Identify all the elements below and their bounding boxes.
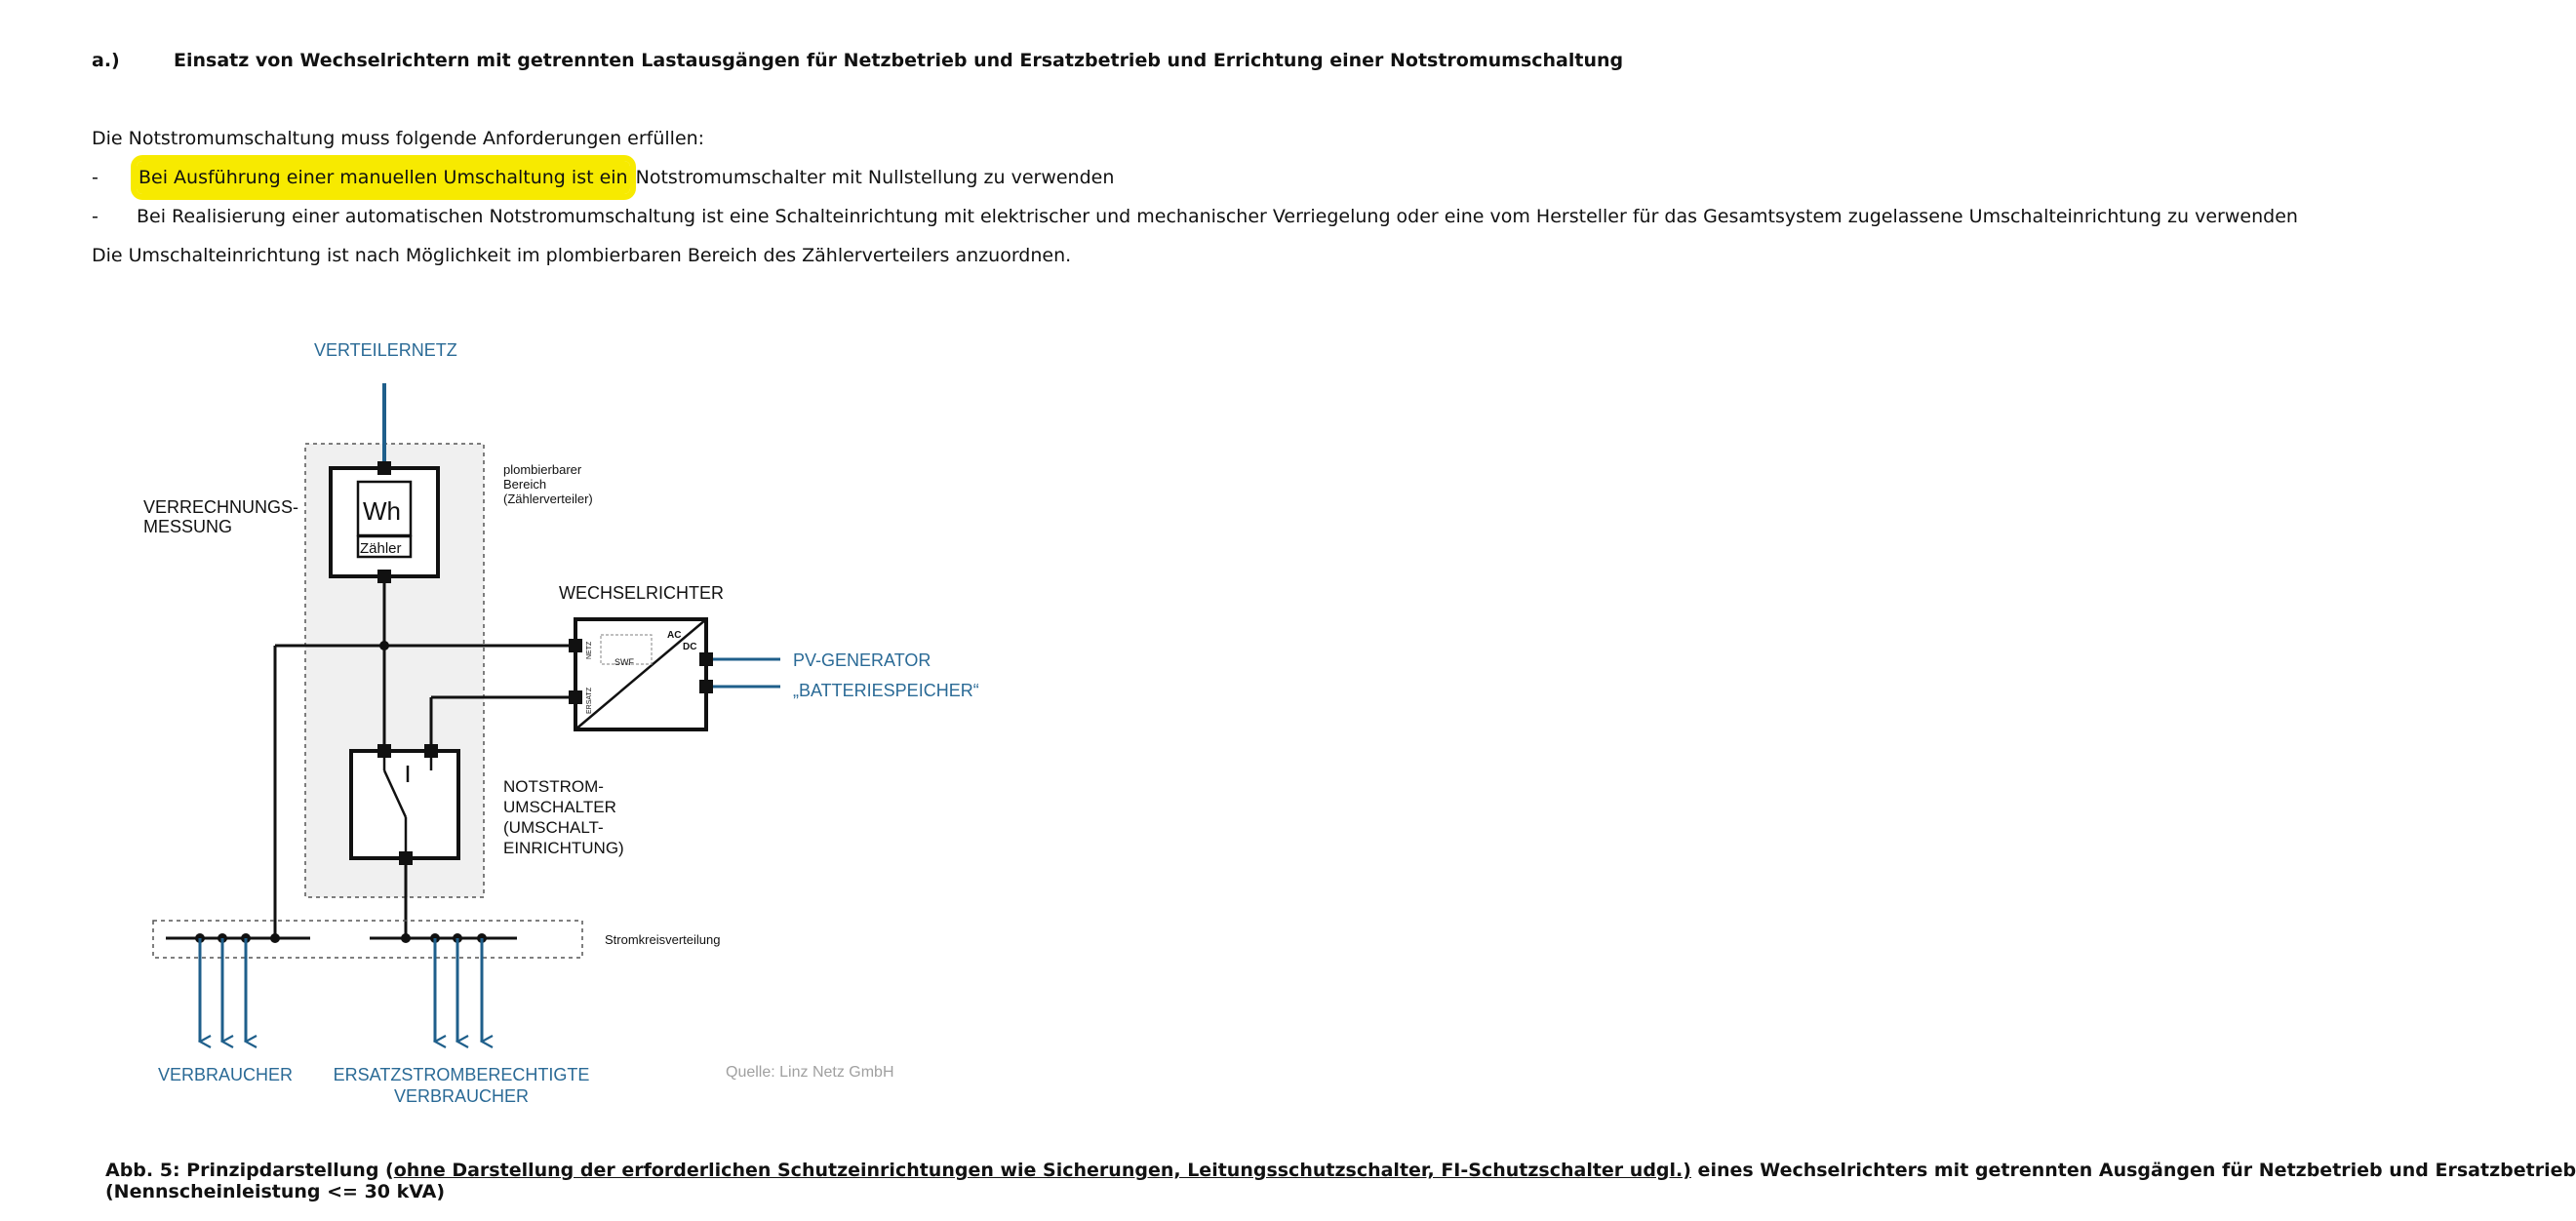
closing-text: Die Umschalteinrichtung ist nach Möglichkeit im plombierbaren Bereich des Zählerverteilers anzuordnen. [92,245,1072,266]
bullet-dash: - [92,206,99,227]
inverter-ersatz-terminal [569,690,582,704]
label-notstrom: EINRICHTUNG) [503,839,624,857]
label-ac: AC [667,630,682,641]
label-pv-generator: PV-GENERATOR [793,650,931,670]
caption-prefix: Abb. 5: Prinzipdarstellung ( [105,1160,394,1181]
junction-dot [379,641,389,650]
inverter-netz-terminal [569,639,582,652]
section-title: Einsatz von Wechselrichtern mit getrennten Lastausgängen für Netzbetrieb und Ersatzbetrieb und Errichtung einer Notstromumschaltung [174,50,1624,71]
meter-bottom-terminal [377,570,391,583]
bullet-text-rest: Notstromumschalter mit Nullstellung zu verwenden [629,167,1115,188]
label-verrechnung: MESSUNG [143,517,233,536]
label-netz: NETZ [586,641,593,659]
label-quelle: Quelle: Linz Netz GmbH [726,1064,894,1081]
bullet-dash: - [92,167,99,188]
label-notstrom: UMSCHALTER [503,798,616,816]
label-verrechnung: VERRECHNUNGS- [143,497,299,517]
label-wechselrichter: WECHSELRICHTER [559,583,725,603]
label-batteriespeicher: „BATTERIESPEICHER“ [793,681,979,700]
caption-underlined: ohne Darstellung der erforderlichen Schutzeinrichtungen wie Sicherungen, Leitungsschutzschalter, FI-Schutzschalter udgl.) [393,1160,1691,1181]
label-notstrom: (UMSCHALT- [503,818,604,837]
label-ersatz-verbraucher: VERBRAUCHER [393,1086,530,1106]
junction-dot [401,933,411,943]
switch-terminal [377,744,391,758]
label-swf: SWF [614,657,634,667]
label-notstrom: NOTSTROM- [503,777,604,796]
meter-top-terminal [377,461,391,475]
label-dc: DC [683,642,697,652]
figure-caption-line2: (Nennscheinleistung <= 30 kVA) [105,1181,446,1202]
label-plombierbar: plombierbarer [503,462,582,477]
switch-terminal [424,744,438,758]
highlighted-text: Bei Ausführung einer manuellen Umschaltung ist ein [137,161,630,194]
label-verbraucher: VERBRAUCHER [158,1065,294,1084]
figure-caption [105,1160,2576,1181]
caption-suffix: eines Wechselrichters mit getrennten Ausgängen für Netzbetrieb und Ersatzbetrieb [1690,1160,2576,1181]
switch-terminal [399,851,413,865]
label-plombierbar: (Zählerverteiler) [503,492,593,506]
inverter-pv-terminal [699,652,713,666]
label-ersatz: ERSATZ [586,687,593,714]
label-plombierbar: Bereich [503,477,547,492]
junction-dot [270,933,280,943]
label-zaehler: Zähler [360,540,402,557]
label-wh: Wh [363,496,401,526]
inverter-battery-terminal [699,680,713,693]
bullet-item: Bei Realisierung einer automatischen Notstromumschaltung ist eine Schalteinrichtung mit elektrischer und mechanischer Verriegelung oder eine vom Hersteller für das Gesamtsystem zugelassene Umschalteinrichtung zu verwenden [137,206,2298,227]
label-verteilernetz: VERTEILERNETZ [314,340,457,360]
label-stromkreisverteilung: Stromkreisverteilung [605,932,721,947]
intro-text: Die Notstromumschaltung muss folgende Anforderungen erfüllen: [92,128,705,149]
section-number: a.) [92,50,120,71]
label-ersatz-verbraucher: ERSATZSTROMBERECHTIGTE [333,1065,590,1084]
